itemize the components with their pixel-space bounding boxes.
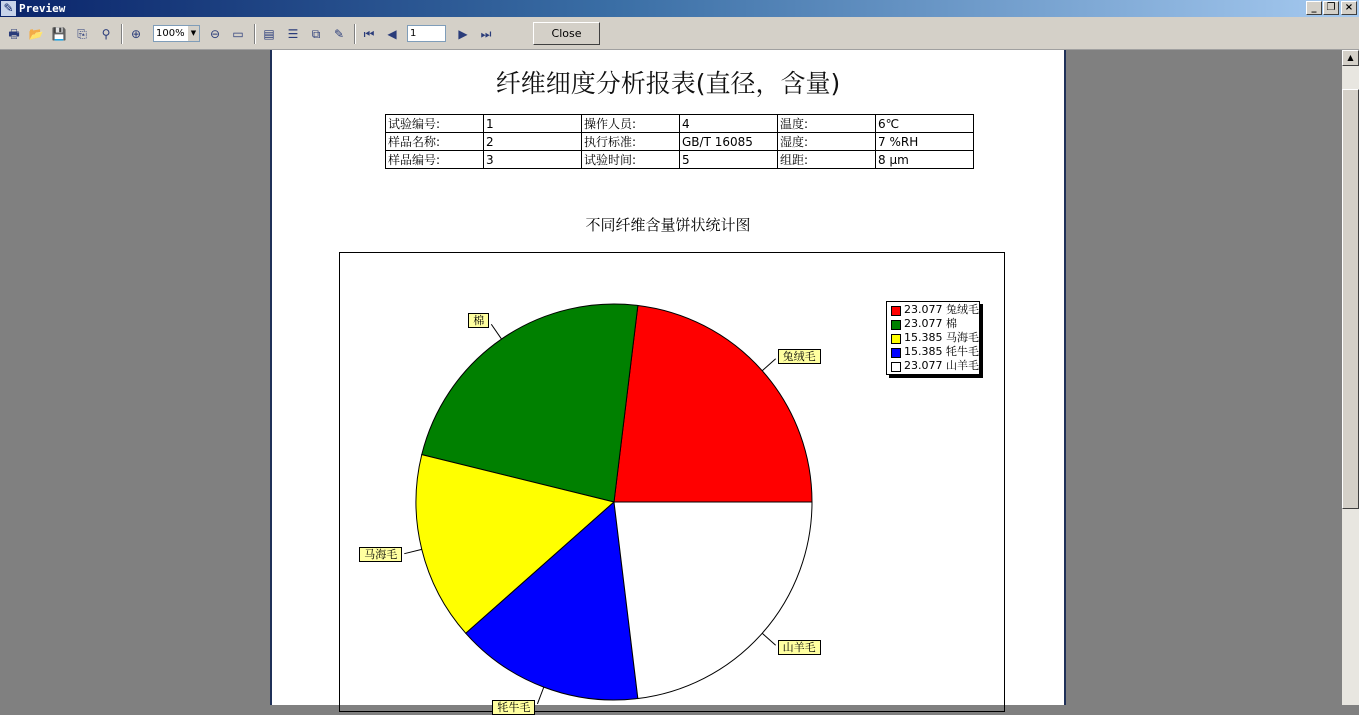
legend-label: 15.385 马海毛 [904, 331, 979, 344]
next-page-icon[interactable]: ▶ [458, 27, 468, 41]
preview-toolbar [0, 17, 1359, 50]
window-title-bar [0, 0, 1359, 17]
legend-item [887, 303, 979, 317]
prev-page-icon[interactable]: ◀ [387, 27, 397, 41]
chart-title: 不同纤维含量饼状统计图 [585, 216, 751, 234]
zoom-out-icon[interactable]: ⊖ [209, 27, 221, 41]
save-icon[interactable]: 💾 [51, 27, 67, 41]
full-screen-icon[interactable]: ▭ [232, 27, 244, 41]
edit-icon[interactable]: ✎ [333, 27, 345, 41]
vertical-scrollbar[interactable] [1342, 50, 1359, 705]
page-number-input[interactable]: 1 [407, 25, 446, 42]
outline-icon[interactable]: ☰ [287, 27, 299, 41]
info-cell: 样品编号: [386, 151, 484, 169]
toolbar-separator [354, 24, 356, 44]
fastreport-icon: ✎ [1, 1, 16, 16]
info-cell: 温度: [778, 115, 876, 133]
window-title: Preview [19, 2, 66, 15]
legend-label: 23.077 棉 [904, 317, 957, 330]
zoom-value: 100% [156, 28, 185, 39]
chart-legend [886, 301, 980, 375]
info-cell: 组距: [778, 151, 876, 169]
legend-swatch [891, 362, 901, 372]
info-cell: 操作人员: [582, 115, 680, 133]
last-page-icon[interactable]: ⏭ [480, 27, 492, 41]
export-icon[interactable]: ⎘ [77, 27, 87, 41]
legend-swatch [891, 320, 901, 330]
thumbnails-icon[interactable]: ⧉ [311, 27, 321, 41]
pie-leader-line [404, 549, 421, 553]
info-cell: 6℃ [876, 115, 974, 133]
pie-leader-line [537, 687, 543, 704]
open-icon[interactable]: 📂 [28, 27, 44, 41]
pie-chart [272, 50, 1064, 705]
report-page [270, 50, 1066, 715]
info-cell: 8 μm [876, 151, 974, 169]
pie-slice-label: 马海毛 [359, 547, 402, 562]
zoom-select[interactable] [153, 25, 200, 42]
minimize-button[interactable]: _ [1306, 1, 1322, 15]
info-cell: 样品名称: [386, 133, 484, 151]
info-cell: GB/T 16085 [680, 133, 778, 151]
info-cell: 执行标准: [582, 133, 680, 151]
info-cell: 3 [484, 151, 582, 169]
pie-slice-label: 兔绒毛 [778, 349, 821, 364]
zoom-in-icon[interactable]: ⊕ [130, 27, 142, 41]
pie-slice-label: 山羊毛 [778, 640, 821, 655]
legend-item [887, 359, 979, 373]
pie-slice [614, 305, 812, 502]
chevron-down-icon[interactable]: ▼ [188, 26, 199, 41]
restore-button[interactable]: ❐ [1323, 1, 1339, 15]
legend-label: 23.077 山羊毛 [904, 359, 979, 372]
legend-label: 23.077 兔绒毛 [904, 303, 979, 316]
legend-swatch [891, 348, 901, 358]
legend-item [887, 317, 979, 331]
legend-swatch [891, 334, 901, 344]
pie-slice-label: 牦牛毛 [492, 700, 535, 715]
info-cell: 5 [680, 151, 778, 169]
info-cell: 湿度: [778, 133, 876, 151]
pie-slice-label: 棉 [468, 313, 489, 328]
first-page-icon[interactable]: ⏮ [363, 27, 375, 41]
toolbar-separator [121, 24, 123, 44]
toolbar-separator [254, 24, 256, 44]
info-cell: 1 [484, 115, 582, 133]
legend-item [887, 345, 979, 359]
pie-leader-line [762, 633, 775, 645]
close-button[interactable]: Close [533, 22, 600, 45]
info-cell: 试验编号: [386, 115, 484, 133]
pie-slice [614, 502, 812, 699]
info-cell: 2 [484, 133, 582, 151]
legend-label: 15.385 牦牛毛 [904, 345, 979, 358]
legend-item [887, 331, 979, 345]
pie-leader-line [491, 324, 501, 339]
report-title: 纤维细度分析报表(直径，含量) [495, 69, 841, 98]
page-settings-icon[interactable]: ▤ [263, 27, 275, 41]
info-cell: 试验时间: [582, 151, 680, 169]
info-cell: 7 %RH [876, 133, 974, 151]
print-icon[interactable]: 🖶 [8, 27, 20, 41]
close-window-button[interactable]: × [1341, 1, 1357, 15]
scroll-up-icon[interactable]: ▲ [1342, 50, 1359, 66]
info-cell: 4 [680, 115, 778, 133]
scrollbar-thumb[interactable] [1342, 89, 1359, 509]
legend-swatch [891, 306, 901, 316]
find-icon[interactable]: ⚲ [101, 27, 111, 41]
pie-leader-line [762, 359, 775, 371]
